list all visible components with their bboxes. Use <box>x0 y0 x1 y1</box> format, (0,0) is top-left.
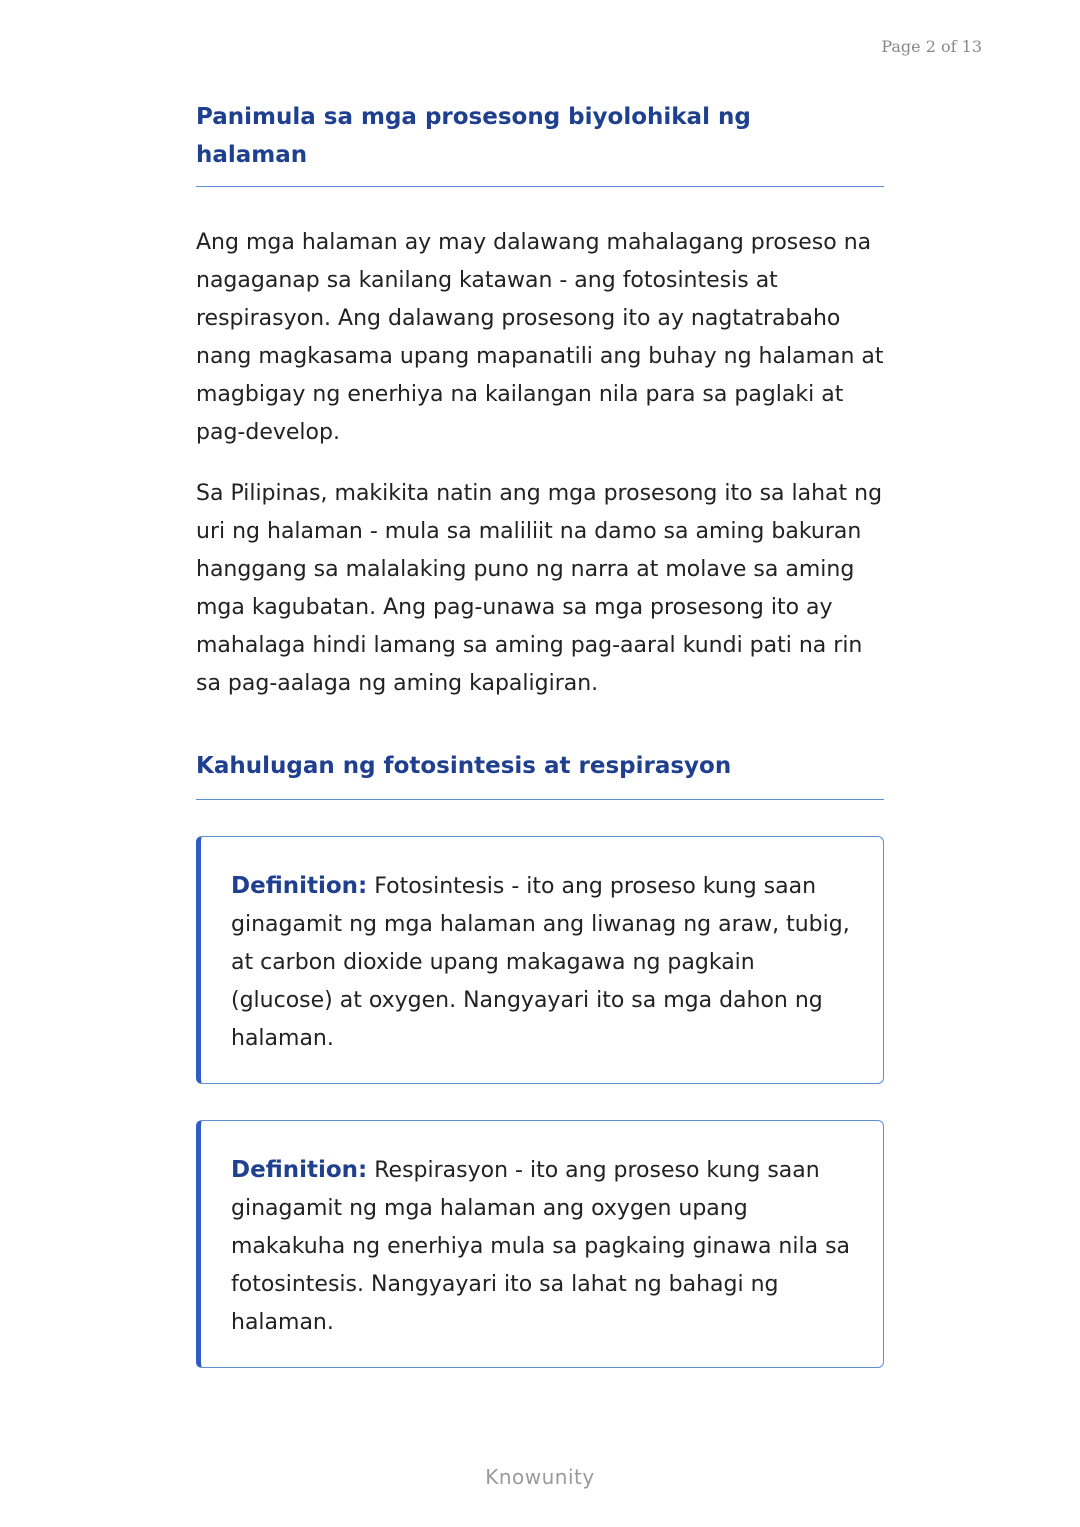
intro-heading: Panimula sa mga prosesong biyolohikal ng halaman <box>196 104 751 168</box>
definition-text <box>231 867 855 1058</box>
footer-brand: Knowunity <box>485 1465 595 1489</box>
definition-label: Definition: <box>231 873 368 899</box>
definition-text <box>231 1151 855 1342</box>
definition-label: Definition: <box>231 1157 368 1183</box>
definitions-heading: Kahulugan ng fotosintesis at respirasyon <box>196 747 884 800</box>
page-content <box>196 98 884 1368</box>
definition-box-fotosintesis <box>196 836 884 1084</box>
definition-body: Fotosintesis - ito ang proseso kung saan ginagamit ng mga halaman ang liwanag ng araw, tubig, at carbon dioxide upang makagawa ng pagkain (glucose) at oxygen. Nangyayari ito sa mga dahon ng halaman. <box>231 874 850 1051</box>
page-number: Page 2 of 13 <box>881 37 982 56</box>
definition-body: Respirasyon - ito ang proseso kung saan ginagamit ng mga halaman ang oxygen upang makakuha ng enerhiya mula sa pagkaing ginawa nila sa fotosintesis. Nangyayari ito sa lahat ng bahagi ng halaman. <box>231 1158 851 1335</box>
intro-paragraph-1: Ang mga halaman ay may dalawang mahalagang proseso na nagaganap sa kanilang katawan - ang fotosintesis at respirasyon. Ang dalawang prosesong ito ay nagtatrabaho nang magkasama upang mapanatili ang buhay ng halaman at magbigay ng enerhiya na kailangan nila para sa paglaki at pag-develop. <box>196 230 884 445</box>
definition-box-respirasyon <box>196 1120 884 1368</box>
intro-paragraph-2: Sa Pilipinas, makikita natin ang mga prosesong ito sa lahat ng uri ng halaman - mula sa maliliit na damo sa aming bakuran hanggang sa malalaking puno ng narra at molave sa aming mga kagubatan. Ang pag-unawa sa mga prosesong ito ay mahalaga hindi lamang sa aming pag-aaral kundi pati na rin sa pag-aalaga ng aming kapaligiran. <box>196 481 883 696</box>
intro-heading-rule <box>196 186 884 187</box>
definitions-heading-wrap <box>196 747 884 800</box>
